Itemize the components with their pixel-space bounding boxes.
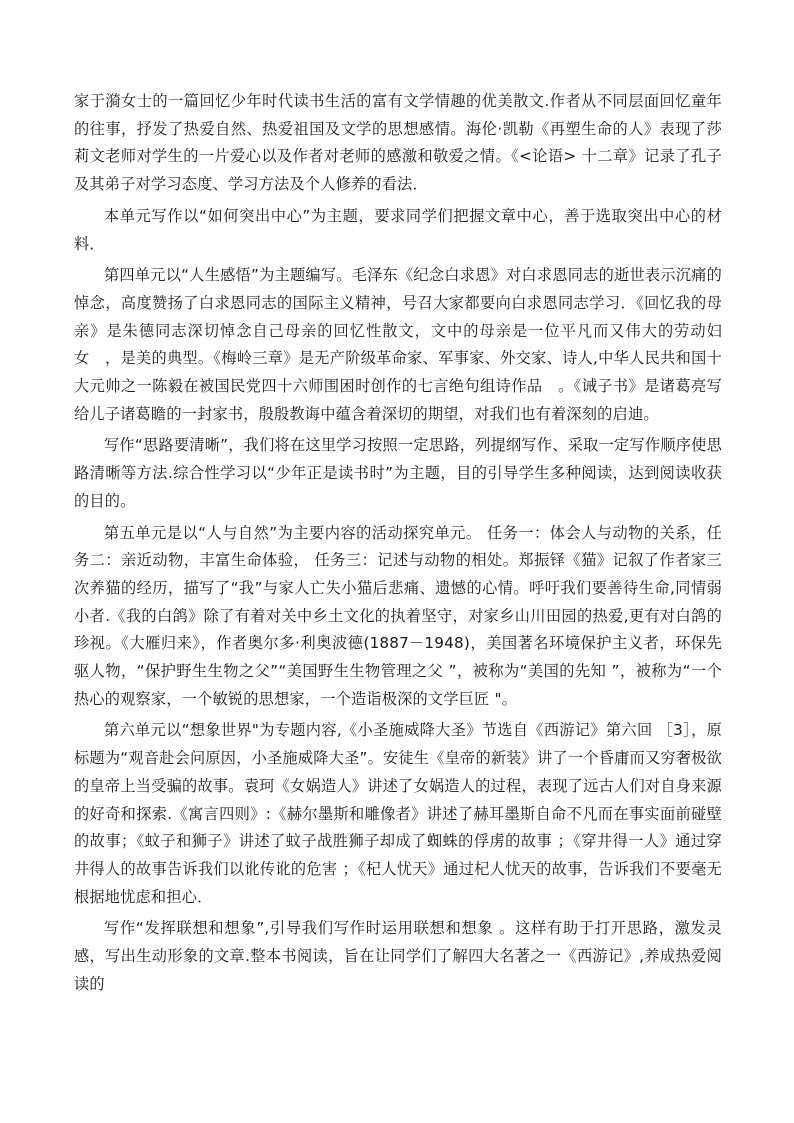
paragraph-1: 家于漪女士的一篇回忆少年时代读书生活的富有文学情趣的优美散文.作者从不同层面回忆童年的往事，抒发了热爱自然、热爱祖国及文学的思想感情。海伦·凯勒《再塑生命的人》表现了莎莉文老师对学生的一片爱心以及作者对老师的感激和敬爱之情。《<论语> 十二章》记录了孔子及其弟子对学习态度、学习方法及个人修养的看法．	[74, 92, 722, 194]
paragraph-7: 写作“发挥联想和想象”,引导我们写作时运用联想和想象 。这样有助于打开思路，激发灵感，写出生动形象的文章.整本书阅读，旨在让同学们了解四大名著之一《西游记》,养成热爱阅读的	[74, 919, 722, 993]
paragraph-4: 写作“思路要清晰”，我们将在这里学习按照一定思路，列提纲写作、采取一定写作顺序使思路清晰等方法.综合性学习以“少年正是读书时”为主题，目的引导学生多种阅读，达到阅读收获的目的。	[74, 436, 722, 510]
paragraph-2: 本单元写作以“如何突出中心”为主题，要求同学们把握文章中心，善于选取突出中心的材料．	[74, 206, 722, 253]
paragraph-5: 第五单元是以“人与自然”为主要内容的活动探究单元。 任务一：体会人与动物的关系，任务二：亲近动物，丰富生命体验， 任务三：记述与动物的相处。郑振铎《猫》记叙了作者家三次养猫的经历，描写了“我”与家人亡失小猫后悲痛、遗憾的心情。呼吁我们要善待生命,同情弱小者.《我的白鸽》除了有着对关中乡土文化的执着坚守，对家乡山川田园的热爱,更有对白鸽的珍视。《大雁归来》，作者奥尔多·利奥波德(1887－1948)，美国著名环境保护主义者，环保先驱人物，“保护野生生物之父”“美国野生生物管理之父 ”，被称为“美国的先知 ”，被称为“一个热心的观察家，一个敏锐的思想家，一个造诣极深的文学巨匠 "。	[74, 523, 722, 708]
paragraph-3: 第四单元以“人生感悟”为主题编写。毛泽东《纪念白求恩》对白求恩同志的逝世表示沉痛的悼念，高度赞扬了白求恩同志的国际主义精神，号召大家都要向白求恩同志学习．《回忆我的母亲》是朱德同志深切悼念自己母亲的回忆性散文，文中的母亲是一位平凡而又伟大的劳动妇女 ，是美的典型。《梅岭三章》是无产阶级革命家、军事家、外交家、诗人,中华人民共和国十大元帅之一陈毅在被国民党四十六师围困时创作的七言绝句组诗作品 。《诫子书》是诸葛亮写给儿子诸葛瞻的一封家书，殷殷教诲中蕴含着深切的期望，对我们也有着深刻的启迪。	[74, 266, 722, 423]
paragraph-6: 第六单元以“想象世界"为专题内容,《小圣施威降大圣》节选自《西游记》第六回 ［3］，原标题为“观音赴会问原因，小圣施威降大圣”。安徒生《皇帝的新装》讲了一个昏庸而又穷奢极欲的皇帝上当受骗的故事。袁珂《女娲造人》讲述了女娲造人的过程，表现了远古人们对自身来源的好奇和探索.《寓言四则》:《赫尔墨斯和雕像者》讲述了赫耳墨斯自命不凡而在事实面前碰壁的故事；《蚊子和狮子》讲述了蚊子战胜狮子却成了蜘蛛的俘虏的故事 ；《穿井得一人》通过穿井得人的故事告诉我们以讹传讹的危害 ；《杞人忧天》通过杞人忧天的故事，告诉我们不要毫无根据地忧虑和担心．	[74, 721, 722, 906]
document-page	[74, 88, 722, 1003]
